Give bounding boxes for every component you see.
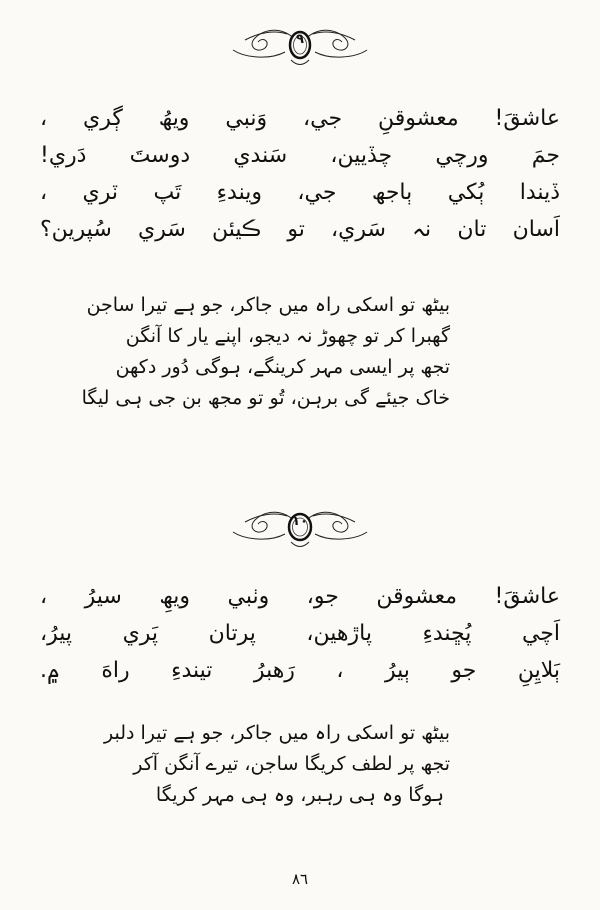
ornament-header-2 <box>225 502 375 552</box>
verse-line: ڏيندا ٻُکي ٻاجھ جي، ويندءِ تَپ ٽري ، <box>40 180 560 205</box>
section-number: ۱۰ <box>292 514 308 529</box>
verse-line: تجھ پر لطف کریگا ساجن، تیرے آنگن آکر <box>133 753 450 775</box>
verse-line: گھبرا کر تو چھوڑ نہ دیجو، اپنے یار کا آنگن <box>125 325 450 347</box>
verse-line: ہوگا وہ ہی رہبر، وہ ہی مہر کریگا <box>155 784 445 806</box>
ornament-header-1 <box>225 20 375 70</box>
page-number: ٨٦ <box>291 870 309 888</box>
verse-line: بیٹھ تو اسکی راہ میں جاکر، جو ہے تیرا دلبر <box>104 722 450 744</box>
urdu-stanza-1 <box>81 290 450 414</box>
verse-line: اَسان تان نہ سَري، تو ڪيئن سَري سُپرين؟ <box>40 217 560 242</box>
urdu-stanza-2 <box>104 718 450 811</box>
verse-line: عاشقَ! معشوقن جو، وٺبي ويھِ سيرُ ، <box>40 584 560 609</box>
section-number: ۹ <box>296 32 304 47</box>
verse-line: اَچي پُڇندءِ پاڙھين، پرتان پَري پيرُ، <box>40 621 560 646</box>
sindhi-stanza-1 <box>40 100 560 248</box>
sindhi-stanza-2 <box>40 578 560 689</box>
verse-line: جمَ ورچي چڏيين، سَندي دوستَ دَري! <box>40 143 560 168</box>
verse-line: عاشقَ! معشوقنِ جي، وَنبي ويھُ ڳري ، <box>40 106 560 131</box>
verse-line: بیٹھ تو اسکی راہ میں جاکر، جو ہے تیرا ساجن <box>86 294 450 316</box>
verse-line: خاک جیئے گی برہن، تُو تو مجھ بن جی ہی لیگا <box>81 387 450 409</box>
verse-line: ٻَلايِنِ جو ٻيرُ ، رَھبرُ تيندءِ راهَ ۾. <box>40 658 560 683</box>
verse-line: تجھ پر ایسی مہر کرینگے، ہوگی دُور دکھن <box>115 356 450 378</box>
